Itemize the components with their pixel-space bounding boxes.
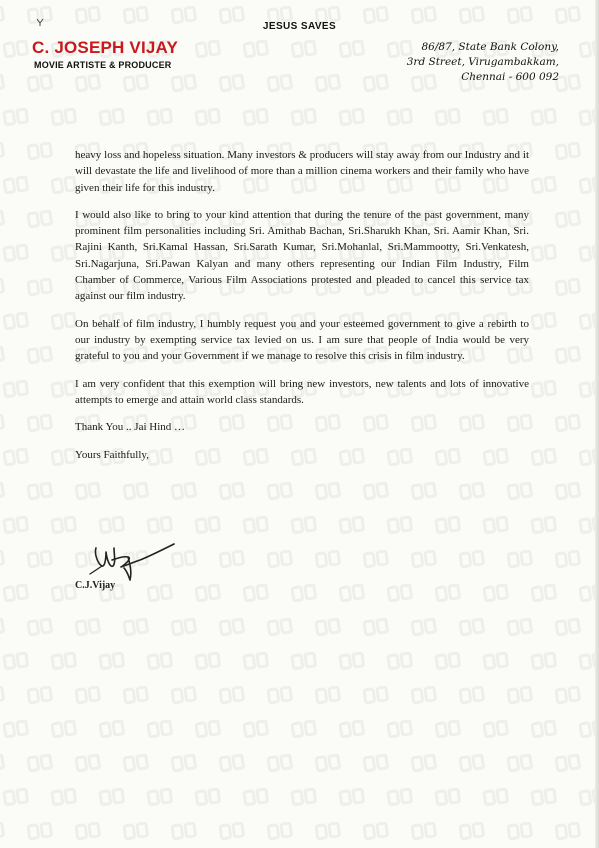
watermark-glyph	[220, 483, 244, 499]
page-edge-shadow	[595, 0, 599, 848]
watermark-glyph	[220, 551, 244, 567]
watermark-glyph	[268, 823, 292, 839]
watermark-glyph	[124, 755, 148, 771]
watermark-glyph	[28, 687, 52, 703]
watermark-glyph	[28, 347, 52, 363]
watermark-glyph	[316, 551, 340, 567]
watermark-glyph	[484, 721, 508, 737]
watermark-glyph	[364, 619, 388, 635]
address-line-2: 3rd Street, Virugambakkam,	[406, 56, 559, 68]
watermark-glyph	[364, 755, 388, 771]
watermark-glyph	[340, 789, 364, 805]
watermark-glyph	[0, 75, 4, 91]
watermark-glyph	[52, 585, 76, 601]
watermark-glyph	[148, 653, 172, 669]
watermark-glyph	[388, 789, 412, 805]
watermark-glyph	[388, 517, 412, 533]
paragraph: heavy loss and hopeless situation. Many investors & producers will stay away from our Industry and it will devastate the life and livelihood of more than a million cinema workers and their family who have given their life for this industry.	[75, 149, 529, 194]
watermark-glyph	[508, 687, 532, 703]
watermark-glyph	[436, 721, 460, 737]
watermark-glyph	[556, 483, 580, 499]
watermark-glyph	[28, 211, 52, 227]
watermark-glyph	[148, 585, 172, 601]
watermark-glyph	[532, 381, 556, 397]
watermark-glyph	[388, 653, 412, 669]
watermark-glyph	[28, 823, 52, 839]
watermark-glyph	[508, 619, 532, 635]
watermark-glyph	[172, 755, 196, 771]
watermark-glyph	[52, 109, 76, 125]
watermark-glyph	[28, 483, 52, 499]
watermark-glyph	[0, 347, 4, 363]
watermark-glyph	[0, 279, 4, 295]
watermark-glyph	[436, 585, 460, 601]
watermark-glyph	[460, 483, 484, 499]
watermark-glyph	[196, 109, 220, 125]
paragraph: I would also like to bring to your kind attention that during the tenure of the past government, many prominent film personalities including Sri. Amithab Bachan, Sri.Sharukh Khan, Sri. Aamir Khan, Sri. Rajini Kanth, Sri.Kamal Hassan, Sri.Sarath Kumar, Sri.Mohanlal, Sri.Mammootty, Sri.Venkatesh, Sri.Nagarjuna, Sri.Pawan Kalyan and many others representing our Indian Film Industry, Film Chamber of Commerce, Various Film Associations protested and pleaded to cancel this service tax against our film industry.	[75, 208, 529, 303]
valediction: Yours Faithfully,	[75, 449, 149, 462]
watermark-glyph	[484, 653, 508, 669]
watermark-glyph	[388, 721, 412, 737]
watermark-glyph	[4, 789, 28, 805]
watermark-glyph	[532, 449, 556, 465]
watermark-glyph	[556, 687, 580, 703]
watermark-glyph	[412, 483, 436, 499]
watermark-glyph	[292, 585, 316, 601]
watermark-glyph	[76, 755, 100, 771]
watermark-glyph	[4, 381, 28, 397]
watermark-glyph	[412, 687, 436, 703]
watermark-glyph	[460, 687, 484, 703]
watermark-glyph	[76, 75, 100, 91]
watermark-glyph	[196, 585, 220, 601]
watermark-glyph	[316, 483, 340, 499]
watermark-glyph	[52, 177, 76, 193]
watermark-glyph	[0, 211, 4, 227]
watermark-glyph	[76, 687, 100, 703]
watermark-glyph	[484, 585, 508, 601]
watermark-glyph	[148, 109, 172, 125]
watermark-glyph	[220, 755, 244, 771]
signatory-name: C.J.Vijay	[75, 580, 116, 591]
watermark-glyph	[292, 109, 316, 125]
watermark-glyph	[52, 789, 76, 805]
letterhead-address	[407, 40, 559, 85]
paragraph: I am very confident that this exemption will bring new investors, new talents and lots of innovative attempts to emerge and attain world class standards.	[75, 377, 529, 406]
watermark-glyph	[4, 449, 28, 465]
watermark-glyph	[556, 755, 580, 771]
watermark-glyph	[508, 483, 532, 499]
watermark-glyph	[28, 75, 52, 91]
watermark-glyph	[532, 653, 556, 669]
watermark-glyph	[316, 75, 340, 91]
watermark-glyph	[364, 687, 388, 703]
watermark-glyph	[28, 755, 52, 771]
watermark-glyph	[460, 551, 484, 567]
watermark-glyph	[172, 483, 196, 499]
watermark-glyph	[172, 75, 196, 91]
watermark-glyph	[76, 823, 100, 839]
watermark-glyph	[196, 721, 220, 737]
header-motto: JESUS SAVES	[262, 21, 337, 32]
watermark-glyph	[52, 653, 76, 669]
watermark-glyph	[244, 789, 268, 805]
watermark-glyph	[244, 517, 268, 533]
watermark-glyph	[436, 109, 460, 125]
watermark-glyph	[124, 619, 148, 635]
watermark-glyph	[268, 687, 292, 703]
watermark-glyph	[532, 789, 556, 805]
watermark-glyph	[532, 721, 556, 737]
watermark-glyph	[412, 619, 436, 635]
watermark-glyph	[4, 585, 28, 601]
watermark-glyph	[28, 279, 52, 295]
watermark-glyph	[340, 585, 364, 601]
watermark-glyph	[52, 517, 76, 533]
watermark-glyph	[484, 109, 508, 125]
watermark-glyph	[172, 619, 196, 635]
watermark-glyph	[436, 653, 460, 669]
watermark-glyph	[316, 823, 340, 839]
watermark-glyph	[124, 75, 148, 91]
watermark-glyph	[388, 109, 412, 125]
watermark-glyph	[28, 619, 52, 635]
watermark-glyph	[52, 313, 76, 329]
watermark-glyph	[148, 789, 172, 805]
watermark-glyph	[0, 551, 4, 567]
address-line-1: 86/87, State Bank Colony,	[421, 41, 559, 53]
watermark-glyph	[244, 41, 268, 57]
watermark-glyph	[460, 619, 484, 635]
watermark-glyph	[412, 551, 436, 567]
watermark-glyph	[0, 823, 4, 839]
watermark-glyph	[340, 721, 364, 737]
watermark-glyph	[52, 245, 76, 261]
watermark-glyph	[172, 823, 196, 839]
watermark-glyph	[532, 109, 556, 125]
watermark-glyph	[4, 41, 28, 57]
watermark-glyph	[508, 755, 532, 771]
watermark-glyph	[388, 585, 412, 601]
watermark-glyph	[0, 755, 4, 771]
watermark-glyph	[4, 109, 28, 125]
watermark-glyph	[556, 347, 580, 363]
watermark-glyph	[364, 75, 388, 91]
watermark-glyph	[124, 687, 148, 703]
watermark-glyph	[0, 415, 4, 431]
watermark-glyph	[316, 687, 340, 703]
watermark-glyph	[340, 653, 364, 669]
watermark-glyph	[508, 551, 532, 567]
watermark-glyph	[0, 687, 4, 703]
watermark-glyph	[316, 619, 340, 635]
watermark-glyph	[484, 517, 508, 533]
watermark-glyph	[532, 177, 556, 193]
watermark-glyph	[220, 619, 244, 635]
paragraph: On behalf of film industry, I humbly request you and your esteemed government to give a rebirth to our industry by exempting service tax levied on us. I am sure that people of India would be very grateful to you and your Government if we manage to resolve this crisis in film industry.	[75, 317, 529, 363]
watermark-glyph	[244, 585, 268, 601]
watermark-glyph	[4, 177, 28, 193]
signature-image	[88, 530, 183, 585]
watermark-glyph	[340, 109, 364, 125]
watermark-glyph	[196, 653, 220, 669]
watermark-glyph	[52, 721, 76, 737]
watermark-glyph	[268, 551, 292, 567]
watermark-glyph	[412, 755, 436, 771]
watermark-glyph	[532, 313, 556, 329]
watermark-glyph	[556, 415, 580, 431]
watermark-glyph	[532, 585, 556, 601]
watermark-glyph	[0, 619, 4, 635]
watermark-glyph	[4, 517, 28, 533]
watermark-glyph	[28, 551, 52, 567]
watermark-glyph	[436, 517, 460, 533]
watermark-glyph	[292, 789, 316, 805]
watermark-glyph	[196, 517, 220, 533]
watermark-glyph	[220, 75, 244, 91]
watermark-glyph	[52, 381, 76, 397]
watermark-glyph	[148, 721, 172, 737]
watermark-glyph	[220, 823, 244, 839]
watermark-glyph	[172, 687, 196, 703]
watermark-glyph	[4, 721, 28, 737]
watermark-glyph	[292, 517, 316, 533]
watermark-glyph	[268, 75, 292, 91]
watermark-glyph	[268, 755, 292, 771]
watermark-glyph	[76, 483, 100, 499]
watermark-glyph	[340, 41, 364, 57]
watermark-glyph	[0, 143, 4, 159]
watermark-glyph	[244, 653, 268, 669]
watermark-glyph	[4, 653, 28, 669]
watermark-glyph	[292, 721, 316, 737]
watermark-glyph	[364, 823, 388, 839]
letter-body	[75, 147, 529, 464]
watermark-glyph	[196, 789, 220, 805]
watermark-glyph	[268, 619, 292, 635]
watermark-glyph	[508, 823, 532, 839]
closing-line: Thank You .. Jai Hind …	[75, 421, 186, 434]
watermark-glyph	[340, 517, 364, 533]
watermark-glyph	[532, 245, 556, 261]
watermark-glyph	[220, 687, 244, 703]
watermark-glyph	[484, 789, 508, 805]
watermark-glyph	[292, 653, 316, 669]
watermark-glyph	[196, 41, 220, 57]
watermark-glyph	[460, 755, 484, 771]
watermark-glyph	[268, 483, 292, 499]
watermark-glyph	[436, 789, 460, 805]
watermark-glyph	[292, 41, 316, 57]
watermark-glyph	[412, 823, 436, 839]
watermark-glyph	[460, 823, 484, 839]
watermark-glyph	[556, 279, 580, 295]
watermark-glyph	[124, 483, 148, 499]
watermark-glyph	[76, 619, 100, 635]
watermark-glyph	[0, 483, 4, 499]
watermark-glyph	[364, 483, 388, 499]
brand-subtitle: MOVIE ARTISTE & PRODUCER	[34, 60, 172, 70]
watermark-glyph	[556, 551, 580, 567]
watermark-glyph	[4, 313, 28, 329]
watermark-glyph	[100, 789, 124, 805]
watermark-glyph	[100, 721, 124, 737]
watermark-glyph	[556, 211, 580, 227]
watermark-glyph	[556, 619, 580, 635]
watermark-glyph	[556, 75, 580, 91]
watermark-glyph	[52, 449, 76, 465]
watermark-glyph	[4, 245, 28, 261]
watermark-glyph	[556, 143, 580, 159]
watermark-glyph	[532, 517, 556, 533]
watermark-glyph	[316, 755, 340, 771]
watermark-glyph	[244, 109, 268, 125]
watermark-glyph	[28, 143, 52, 159]
watermark-glyph	[364, 551, 388, 567]
watermark-glyph	[124, 823, 148, 839]
watermark-glyph	[100, 653, 124, 669]
address-line-3: Chennai - 600 092	[461, 71, 559, 83]
watermark-glyph	[28, 415, 52, 431]
watermark-glyph	[556, 823, 580, 839]
brand-name: C. JOSEPH VIJAY	[32, 38, 178, 57]
letterhead-brand	[32, 38, 178, 72]
watermark-glyph	[100, 109, 124, 125]
watermark-glyph	[244, 721, 268, 737]
